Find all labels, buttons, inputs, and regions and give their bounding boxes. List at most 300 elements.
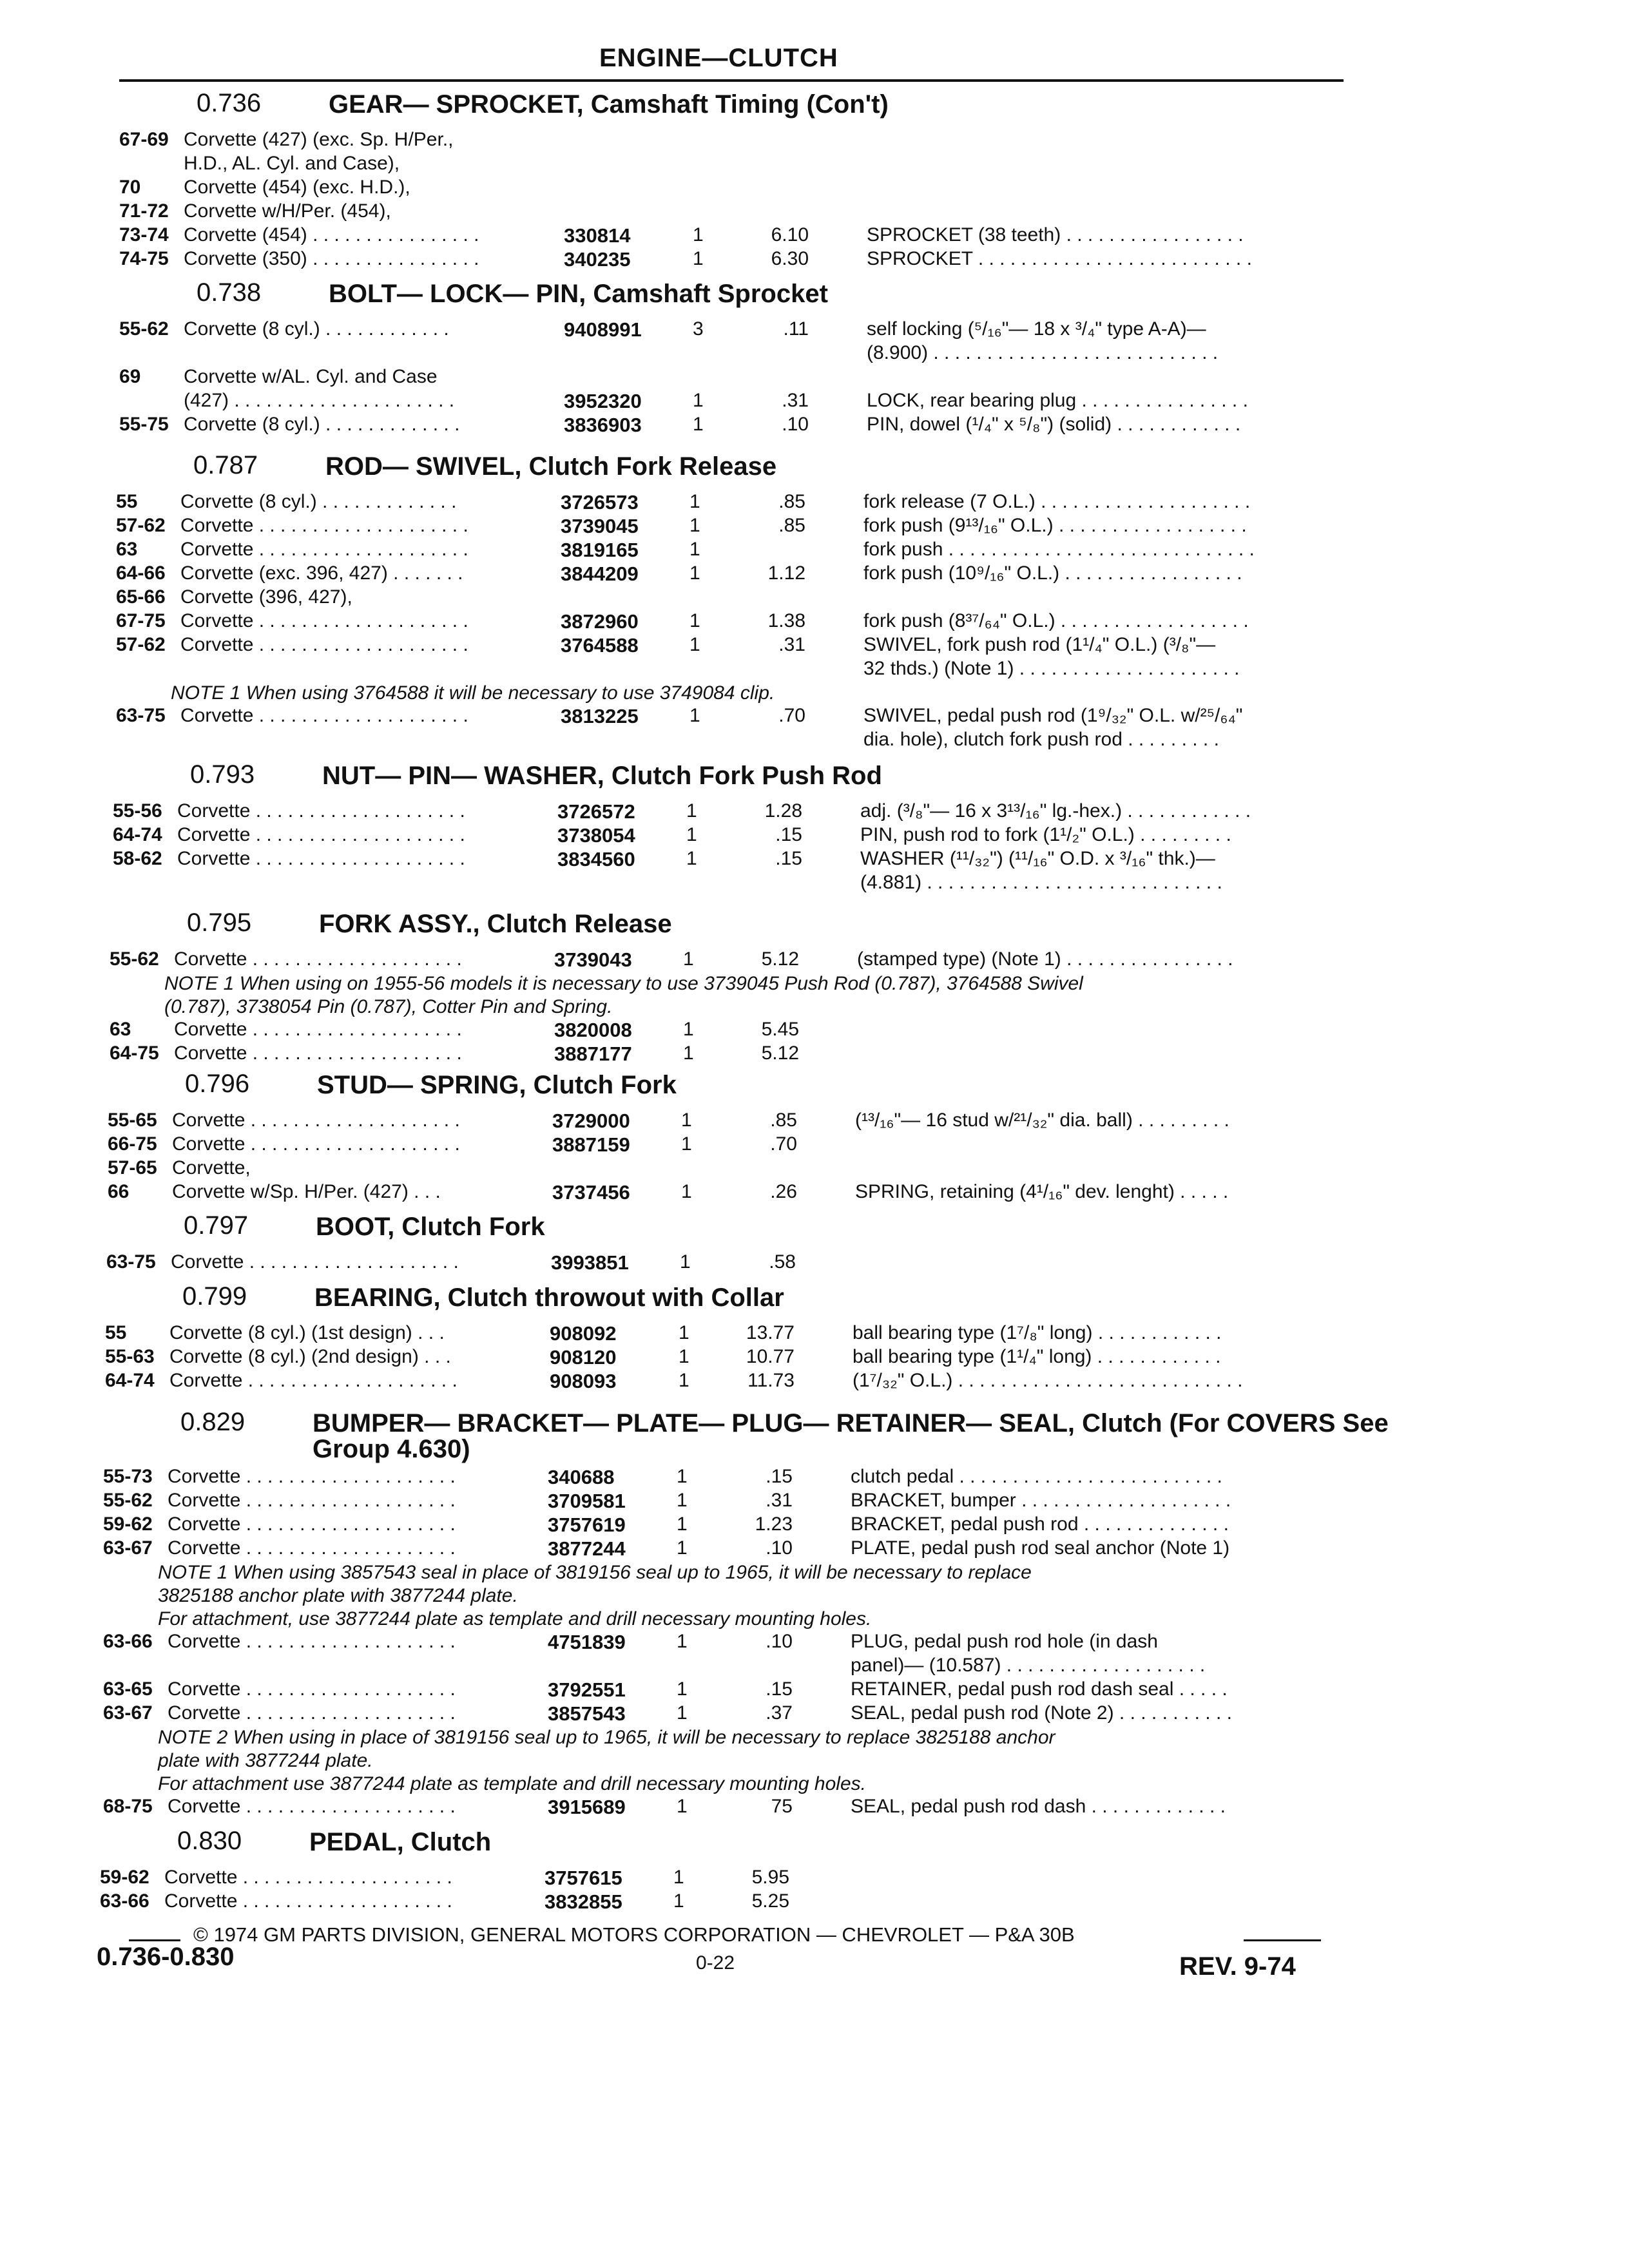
row-years: 55-65 xyxy=(108,1110,157,1131)
row-application: Corvette . . . . . . . . . . . . . . . . . . . . xyxy=(174,1019,462,1040)
row-part-number: 3993851 xyxy=(551,1251,629,1274)
row-price: 1.23 xyxy=(755,1514,793,1535)
part-row xyxy=(0,562,1629,586)
row-price: .85 xyxy=(770,1110,797,1131)
row-description: SEAL, pedal push rod (Note 2) . . . . . . . . . . . xyxy=(851,1702,1232,1724)
row-application: Corvette . . . . . . . . . . . . . . . . . . . . xyxy=(168,1702,456,1724)
row-application: Corvette w/H/Per. (454), xyxy=(184,200,391,222)
row-quantity: 1 xyxy=(679,1322,689,1343)
row-application: Corvette . . . . . . . . . . . . . . . . . . . . xyxy=(174,948,462,970)
row-years: 59-62 xyxy=(103,1514,153,1535)
footer-page-number: 0-22 xyxy=(696,1952,735,1974)
row-price: 75 xyxy=(771,1796,793,1817)
row-years: 57-62 xyxy=(116,515,166,536)
parts-section xyxy=(0,1282,1629,1394)
parts-section xyxy=(0,278,1629,437)
part-row xyxy=(0,539,1629,562)
row-application: Corvette . . . . . . . . . . . . . . . . . . . . xyxy=(180,610,468,631)
footer-range: 0.736-0.830 xyxy=(97,1943,235,1971)
row-price: 1.28 xyxy=(764,800,802,822)
row-description: BRACKET, pedal push rod . . . . . . . . . . . . . . xyxy=(851,1514,1229,1535)
part-row xyxy=(0,1490,1629,1514)
row-description: PLATE, pedal push rod seal anchor (Note 1) xyxy=(851,1537,1230,1559)
footer-revision: REV. 9-74 xyxy=(1179,1952,1296,1981)
row-application: Corvette w/AL. Cyl. and Case xyxy=(184,366,438,387)
row-application: Corvette . . . . . . . . . . . . . . . . . . . . xyxy=(168,1631,456,1652)
part-row xyxy=(0,1346,1629,1370)
row-years: 55 xyxy=(116,491,138,512)
part-row xyxy=(0,1322,1629,1346)
row-quantity: 1 xyxy=(689,705,700,726)
row-description: BRACKET, bumper . . . . . . . . . . . . . . . . . . . . xyxy=(851,1490,1231,1511)
row-years: 59-62 xyxy=(100,1867,149,1888)
section-number: 0.795 xyxy=(187,908,252,937)
part-row xyxy=(0,390,1629,414)
footer-rule-right xyxy=(1244,1939,1321,1941)
row-quantity: 3 xyxy=(693,318,704,340)
row-part-number: 3739043 xyxy=(554,948,632,971)
parts-section xyxy=(0,908,1629,1066)
row-years: 64-74 xyxy=(105,1370,155,1391)
row-years: 64-75 xyxy=(110,1043,159,1064)
row-description: SPROCKET (38 teeth) . . . . . . . . . . . . . . . . . xyxy=(867,224,1244,245)
part-row xyxy=(0,153,1629,177)
row-price: .10 xyxy=(766,1537,793,1559)
row-part-number: 3792551 xyxy=(548,1678,626,1701)
row-years: 63-66 xyxy=(100,1890,149,1912)
row-application: Corvette . . . . . . . . . . . . . . . . . . . . xyxy=(172,1110,460,1131)
row-part-number: 3729000 xyxy=(552,1110,630,1132)
part-row xyxy=(0,1157,1629,1181)
row-years: 74-75 xyxy=(119,248,169,269)
row-description: clutch pedal . . . . . . . . . . . . . . . . . . . . . . . . . xyxy=(851,1466,1222,1487)
row-description: adj. (³/₈"— 16 x 3¹³/₁₆" lg.-hex.) . . . . . . . . . . . . xyxy=(860,800,1251,822)
row-part-number: 4751839 xyxy=(548,1631,626,1653)
section-note: NOTE 2 When using in place of 3819156 seal up to 1965, it will be necessary to replace 3825188 anchor xyxy=(158,1727,1055,1748)
row-quantity: 1 xyxy=(683,1043,694,1064)
section-header xyxy=(0,1211,1629,1251)
row-application: Corvette . . . . . . . . . . . . . . . . . . . . xyxy=(168,1490,456,1511)
row-years: 55-62 xyxy=(110,948,159,970)
row-application: Corvette w/Sp. H/Per. (427) . . . xyxy=(172,1181,441,1202)
row-years: 55-62 xyxy=(119,318,169,340)
part-row xyxy=(0,248,1629,272)
section-header xyxy=(0,908,1629,948)
section-title: BEARING, Clutch throwout with Collar xyxy=(314,1283,784,1312)
part-row xyxy=(0,634,1629,658)
row-years: 55-63 xyxy=(105,1346,155,1367)
row-price: 5.12 xyxy=(761,948,799,970)
row-years: 58-62 xyxy=(113,848,162,869)
row-application: Corvette (8 cyl.) . . . . . . . . . . . . . xyxy=(184,414,460,435)
row-part-number: 3887177 xyxy=(554,1043,632,1065)
row-quantity: 1 xyxy=(693,248,704,269)
row-quantity: 1 xyxy=(680,1251,691,1273)
part-row xyxy=(0,414,1629,437)
row-years: 70 xyxy=(119,177,141,198)
row-part-number: 3877244 xyxy=(548,1537,626,1560)
part-row xyxy=(0,515,1629,539)
row-description: SEAL, pedal push rod dash . . . . . . . . . . . . . xyxy=(851,1796,1226,1817)
row-quantity: 1 xyxy=(689,610,700,631)
row-part-number: 3757619 xyxy=(548,1514,626,1536)
row-years: 63-75 xyxy=(116,705,166,726)
section-header xyxy=(0,451,1629,491)
section-title: PEDAL, Clutch xyxy=(309,1828,492,1856)
row-application: Corvette . . . . . . . . . . . . . . . . . . . . xyxy=(168,1466,456,1487)
row-quantity: 1 xyxy=(683,1019,694,1040)
section-header xyxy=(0,760,1629,800)
row-part-number: 908092 xyxy=(550,1322,617,1345)
row-description: (¹³/₁₆"— 16 stud w/²¹/₃₂" dia. ball) . . . . . . . . . xyxy=(855,1110,1229,1131)
row-description: WASHER (¹¹/₃₂") (¹¹/₁₆" O.D. x ³/₁₆" thk.)— xyxy=(860,848,1215,869)
section-note: For attachment use 3877244 plate as template and drill necessary mounting holes. xyxy=(158,1773,866,1794)
row-quantity: 1 xyxy=(677,1490,688,1511)
parts-section xyxy=(0,760,1629,896)
row-application: Corvette . . . . . . . . . . . . . . . . . . . . xyxy=(168,1796,456,1817)
row-quantity: 1 xyxy=(677,1678,688,1700)
row-price: 11.73 xyxy=(747,1370,795,1391)
row-application: Corvette . . . . . . . . . . . . . . . . . . . . xyxy=(180,634,468,655)
row-years: 73-74 xyxy=(119,224,169,245)
row-part-number: 3887159 xyxy=(552,1133,630,1156)
row-description: self locking (⁵/₁₆"— 18 x ³/₄" type A-A)— xyxy=(867,318,1206,340)
row-price: .85 xyxy=(778,515,805,536)
row-price: .10 xyxy=(766,1631,793,1652)
section-header xyxy=(0,1070,1629,1110)
section-title: GEAR— SPROCKET, Camshaft Timing (Con't) xyxy=(329,90,889,119)
row-price: .70 xyxy=(778,705,805,726)
row-price: .31 xyxy=(766,1490,793,1511)
row-description: ball bearing type (1¹/₄" long) . . . . . . . . . . . . xyxy=(853,1346,1221,1367)
row-application: Corvette (8 cyl.) . . . . . . . . . . . . . xyxy=(180,491,457,512)
part-row xyxy=(0,586,1629,610)
row-price: .31 xyxy=(782,390,809,411)
row-quantity: 1 xyxy=(681,1133,692,1155)
row-price: 1.38 xyxy=(767,610,805,631)
row-application: Corvette . . . . . . . . . . . . . . . . . . . . xyxy=(180,705,468,726)
row-application: Corvette . . . . . . . . . . . . . . . . . . . . xyxy=(169,1370,458,1391)
part-row xyxy=(0,491,1629,515)
row-part-number: 330814 xyxy=(564,224,631,247)
row-price: .15 xyxy=(775,848,802,869)
parts-section xyxy=(0,1211,1629,1275)
part-row xyxy=(0,729,1629,753)
row-part-number: 340235 xyxy=(564,248,631,271)
part-row xyxy=(0,342,1629,366)
row-application: Corvette . . . . . . . . . . . . . . . . . . . . xyxy=(168,1514,456,1535)
row-part-number: 3872960 xyxy=(561,610,639,633)
row-quantity: 1 xyxy=(673,1867,684,1888)
parts-section xyxy=(0,451,1629,753)
row-application: Corvette . . . . . . . . . . . . . . . . . . . . xyxy=(171,1251,459,1273)
row-part-number: 3726573 xyxy=(561,491,639,514)
row-years: 63-66 xyxy=(103,1631,153,1652)
section-note: (0.787), 3738054 Pin (0.787), Cotter Pin and Spring. xyxy=(164,996,613,1017)
row-years: 68-75 xyxy=(103,1796,153,1817)
row-price: 5.45 xyxy=(761,1019,799,1040)
row-application: H.D., AL. Cyl. and Case), xyxy=(184,153,400,174)
row-quantity: 1 xyxy=(679,1346,689,1367)
section-note: NOTE 1 When using 3857543 seal in place of 3819156 seal up to 1965, it will be necessary to replace xyxy=(158,1562,1032,1583)
row-quantity: 1 xyxy=(689,491,700,512)
row-years: 63 xyxy=(116,539,138,560)
section-header xyxy=(0,89,1629,129)
row-price: .10 xyxy=(782,414,809,435)
part-row xyxy=(0,705,1629,729)
row-application: Corvette . . . . . . . . . . . . . . . . . . . . xyxy=(177,824,465,845)
section-note: NOTE 1 When using 3764588 it will be necessary to use 3749084 clip. xyxy=(171,682,775,704)
part-row xyxy=(0,1514,1629,1537)
row-quantity: 1 xyxy=(677,1466,688,1487)
row-quantity: 1 xyxy=(683,948,694,970)
part-row xyxy=(0,1867,1629,1890)
row-description: fork push (9¹³/₁₆" O.L.) . . . . . . . . . . . . . . . . . . xyxy=(863,515,1247,536)
part-row xyxy=(0,1537,1629,1561)
header-rule xyxy=(119,79,1344,82)
part-row xyxy=(0,1019,1629,1043)
part-row xyxy=(0,318,1629,342)
row-quantity: 1 xyxy=(689,539,700,560)
row-part-number: 3737456 xyxy=(552,1181,630,1204)
row-part-number: 3832855 xyxy=(545,1890,622,1913)
part-row xyxy=(0,1466,1629,1490)
row-description: dia. hole), clutch fork push rod . . . . . . . . . xyxy=(863,729,1219,750)
section-number: 0.793 xyxy=(190,760,255,789)
row-price: .26 xyxy=(770,1181,797,1202)
row-quantity: 1 xyxy=(677,1631,688,1652)
parts-section xyxy=(0,1408,1629,1820)
row-quantity: 1 xyxy=(677,1514,688,1535)
row-description: RETAINER, pedal push rod dash seal . . . . . xyxy=(851,1678,1228,1700)
row-application: Corvette (8 cyl.) (1st design) . . . xyxy=(169,1322,445,1343)
row-description: PLUG, pedal push rod hole (in dash xyxy=(851,1631,1158,1652)
row-years: 66-75 xyxy=(108,1133,157,1155)
row-quantity: 1 xyxy=(677,1537,688,1559)
row-application: Corvette . . . . . . . . . . . . . . . . . . . . xyxy=(172,1133,460,1155)
part-row xyxy=(0,1655,1629,1678)
section-note: plate with 3877244 plate. xyxy=(158,1750,373,1771)
row-years: 63 xyxy=(110,1019,131,1040)
row-description: SPRING, retaining (4¹/₁₆" dev. lenght) . . . . . xyxy=(855,1181,1229,1202)
part-row xyxy=(0,872,1629,896)
row-description: (8.900) . . . . . . . . . . . . . . . . . . . . . . . . . . . xyxy=(867,342,1219,363)
part-row xyxy=(0,800,1629,824)
row-part-number: 3915689 xyxy=(548,1796,626,1818)
row-quantity: 1 xyxy=(679,1370,689,1391)
part-row xyxy=(0,848,1629,872)
row-years: 63-67 xyxy=(103,1537,153,1559)
row-price: 5.25 xyxy=(751,1890,789,1912)
row-years: 55-62 xyxy=(103,1490,153,1511)
row-part-number: 3857543 xyxy=(548,1702,626,1725)
row-description: fork push (10⁹/₁₆" O.L.) . . . . . . . . . . . . . . . . . xyxy=(863,562,1242,584)
row-description: (4.881) . . . . . . . . . . . . . . . . . . . . . . . . . . . . xyxy=(860,872,1222,893)
page-title: ENGINE—CLUTCH xyxy=(599,44,838,72)
row-application: Corvette . . . . . . . . . . . . . . . . . . . . xyxy=(180,515,468,536)
row-description: ball bearing type (1⁷/₈" long) . . . . . . . . . . . . xyxy=(853,1322,1222,1343)
row-part-number: 3709581 xyxy=(548,1490,626,1512)
row-years: 57-65 xyxy=(108,1157,157,1178)
row-description: (stamped type) (Note 1) . . . . . . . . . . . . . . . . xyxy=(857,948,1233,970)
part-row xyxy=(0,224,1629,248)
row-application: Corvette (427) (exc. Sp. H/Per., xyxy=(184,129,454,150)
row-years: 55-75 xyxy=(119,414,169,435)
parts-section xyxy=(0,1827,1629,1914)
row-application: Corvette . . . . . . . . . . . . . . . . . . . . xyxy=(174,1043,462,1064)
part-row xyxy=(0,658,1629,682)
row-price: .11 xyxy=(783,318,809,340)
row-description: PIN, dowel (¹/₄" x ⁵/₈") (solid) . . . . . . . . . . . . xyxy=(867,414,1241,435)
section-note: 3825188 anchor plate with 3877244 plate. xyxy=(158,1585,518,1606)
row-part-number: 3726572 xyxy=(557,800,635,823)
part-row xyxy=(0,1702,1629,1726)
row-years: 55-56 xyxy=(113,800,162,822)
row-quantity: 1 xyxy=(689,634,700,655)
row-years: 66 xyxy=(108,1181,130,1202)
part-row xyxy=(0,1796,1629,1820)
row-part-number: 9408991 xyxy=(564,318,642,341)
row-part-number: 3834560 xyxy=(557,848,635,870)
row-application: Corvette, xyxy=(172,1157,251,1178)
row-years: 64-74 xyxy=(113,824,162,845)
part-row xyxy=(0,948,1629,972)
row-years: 63-75 xyxy=(106,1251,156,1273)
row-price: 10.77 xyxy=(746,1346,795,1367)
row-quantity: 1 xyxy=(693,390,704,411)
row-part-number: 3757615 xyxy=(545,1867,622,1889)
section-title: BOLT— LOCK— PIN, Camshaft Sprocket xyxy=(329,280,828,308)
part-row xyxy=(0,1678,1629,1702)
part-row xyxy=(0,1631,1629,1655)
row-part-number: 3819165 xyxy=(561,539,639,561)
section-title: BOOT, Clutch Fork xyxy=(316,1213,545,1241)
row-application: Corvette (exc. 396, 427) . . . . . . . xyxy=(180,562,463,584)
row-price: 6.10 xyxy=(771,224,809,245)
section-note: NOTE 1 When using on 1955-56 models it is necessary to use 3739045 Push Rod (0.787), 3764588 Swivel xyxy=(164,973,1083,994)
part-row xyxy=(0,824,1629,848)
part-row xyxy=(0,129,1629,153)
section-note: For attachment, use 3877244 plate as template and drill necessary mounting holes. xyxy=(158,1608,872,1629)
section-number: 0.736 xyxy=(197,89,262,117)
section-number: 0.799 xyxy=(182,1282,247,1311)
part-row xyxy=(0,1043,1629,1066)
row-part-number: 908093 xyxy=(550,1370,617,1392)
section-title: FORK ASSY., Clutch Release xyxy=(319,910,672,938)
row-description: 32 thds.) (Note 1) . . . . . . . . . . . . . . . . . . . . . xyxy=(863,658,1240,679)
row-price: .31 xyxy=(778,634,805,655)
row-quantity: 1 xyxy=(693,224,704,245)
section-title: NUT— PIN— WASHER, Clutch Fork Push Rod xyxy=(322,762,882,790)
row-quantity: 1 xyxy=(693,414,704,435)
part-row xyxy=(0,1133,1629,1157)
row-price: 1.12 xyxy=(767,562,805,584)
row-years: 64-66 xyxy=(116,562,166,584)
part-row xyxy=(0,610,1629,634)
row-application: Corvette (396, 427), xyxy=(180,586,352,608)
row-years: 55 xyxy=(105,1322,127,1343)
section-number: 0.796 xyxy=(185,1070,250,1098)
row-description: SWIVEL, fork push rod (1¹/₄" O.L.) (³/₈"— xyxy=(863,634,1216,655)
row-application: Corvette . . . . . . . . . . . . . . . . . . . . xyxy=(177,848,465,869)
row-application: Corvette (454) . . . . . . . . . . . . . . . . xyxy=(184,224,479,245)
row-application: Corvette . . . . . . . . . . . . . . . . . . . . xyxy=(168,1537,456,1559)
row-application: Corvette . . . . . . . . . . . . . . . . . . . . xyxy=(180,539,468,560)
row-quantity: 1 xyxy=(681,1181,692,1202)
row-price: .85 xyxy=(778,491,805,512)
row-price: 5.95 xyxy=(751,1867,789,1888)
section-header xyxy=(0,278,1629,318)
row-years: 55-73 xyxy=(103,1466,153,1487)
part-row xyxy=(0,177,1629,200)
row-quantity: 1 xyxy=(686,800,697,822)
row-description: SWIVEL, pedal push rod (1⁹/₃₂" O.L. w/²⁵/₆₄" xyxy=(863,705,1243,726)
part-row xyxy=(0,1890,1629,1914)
row-price: .58 xyxy=(769,1251,796,1273)
row-part-number: 3738054 xyxy=(557,824,635,847)
part-row xyxy=(0,366,1629,390)
row-price: .15 xyxy=(766,1466,793,1487)
part-row xyxy=(0,1251,1629,1275)
row-description: fork release (7 O.L.) . . . . . . . . . . . . . . . . . . . . xyxy=(863,491,1251,512)
section-title: ROD— SWIVEL, Clutch Fork Release xyxy=(325,452,777,481)
row-years: 57-62 xyxy=(116,634,166,655)
row-price: 5.12 xyxy=(761,1043,799,1064)
row-price: 13.77 xyxy=(746,1322,795,1343)
part-row xyxy=(0,1181,1629,1205)
section-header xyxy=(0,1827,1629,1867)
row-part-number: 3764588 xyxy=(561,634,639,657)
footer-rule-left xyxy=(129,1939,180,1941)
row-years: 65-66 xyxy=(116,586,166,608)
row-quantity: 1 xyxy=(689,562,700,584)
row-application: Corvette (8 cyl.) . . . . . . . . . . . . xyxy=(184,318,449,340)
row-quantity: 1 xyxy=(689,515,700,536)
section-header xyxy=(0,1282,1629,1322)
section-title: STUD— SPRING, Clutch Fork xyxy=(317,1071,677,1099)
row-application: Corvette . . . . . . . . . . . . . . . . . . . . xyxy=(164,1890,452,1912)
row-price: .70 xyxy=(770,1133,797,1155)
row-description: (1⁷/₃₂" O.L.) . . . . . . . . . . . . . . . . . . . . . . . . . . . xyxy=(853,1370,1243,1391)
part-row xyxy=(0,1370,1629,1394)
row-application: Corvette . . . . . . . . . . . . . . . . . . . . xyxy=(164,1867,452,1888)
row-quantity: 1 xyxy=(681,1110,692,1131)
row-years: 67-69 xyxy=(119,129,169,150)
row-years: 71-72 xyxy=(119,200,169,222)
section-header xyxy=(0,1408,1629,1466)
row-description: LOCK, rear bearing plug . . . . . . . . . . . . . . . . xyxy=(867,390,1248,411)
row-quantity: 1 xyxy=(686,848,697,869)
row-description: panel)— (10.587) . . . . . . . . . . . . . . . . . . . xyxy=(851,1655,1206,1676)
row-description: fork push . . . . . . . . . . . . . . . . . . . . . . . . . . . . . xyxy=(863,539,1255,560)
row-price: .37 xyxy=(766,1702,793,1724)
row-part-number: 3820008 xyxy=(554,1019,632,1041)
section-number: 0.829 xyxy=(180,1408,246,1436)
part-row xyxy=(0,200,1629,224)
row-quantity: 1 xyxy=(677,1702,688,1724)
row-years: 69 xyxy=(119,366,141,387)
row-quantity: 1 xyxy=(673,1890,684,1912)
row-part-number: 3844209 xyxy=(561,562,639,585)
row-years: 63-65 xyxy=(103,1678,153,1700)
row-price: .15 xyxy=(766,1678,793,1700)
section-number: 0.830 xyxy=(177,1827,242,1855)
section-number: 0.797 xyxy=(184,1211,249,1240)
row-part-number: 3739045 xyxy=(561,515,639,537)
row-part-number: 3813225 xyxy=(561,705,639,727)
parts-section xyxy=(0,89,1629,272)
row-application: (427) . . . . . . . . . . . . . . . . . . . . . xyxy=(184,390,455,411)
